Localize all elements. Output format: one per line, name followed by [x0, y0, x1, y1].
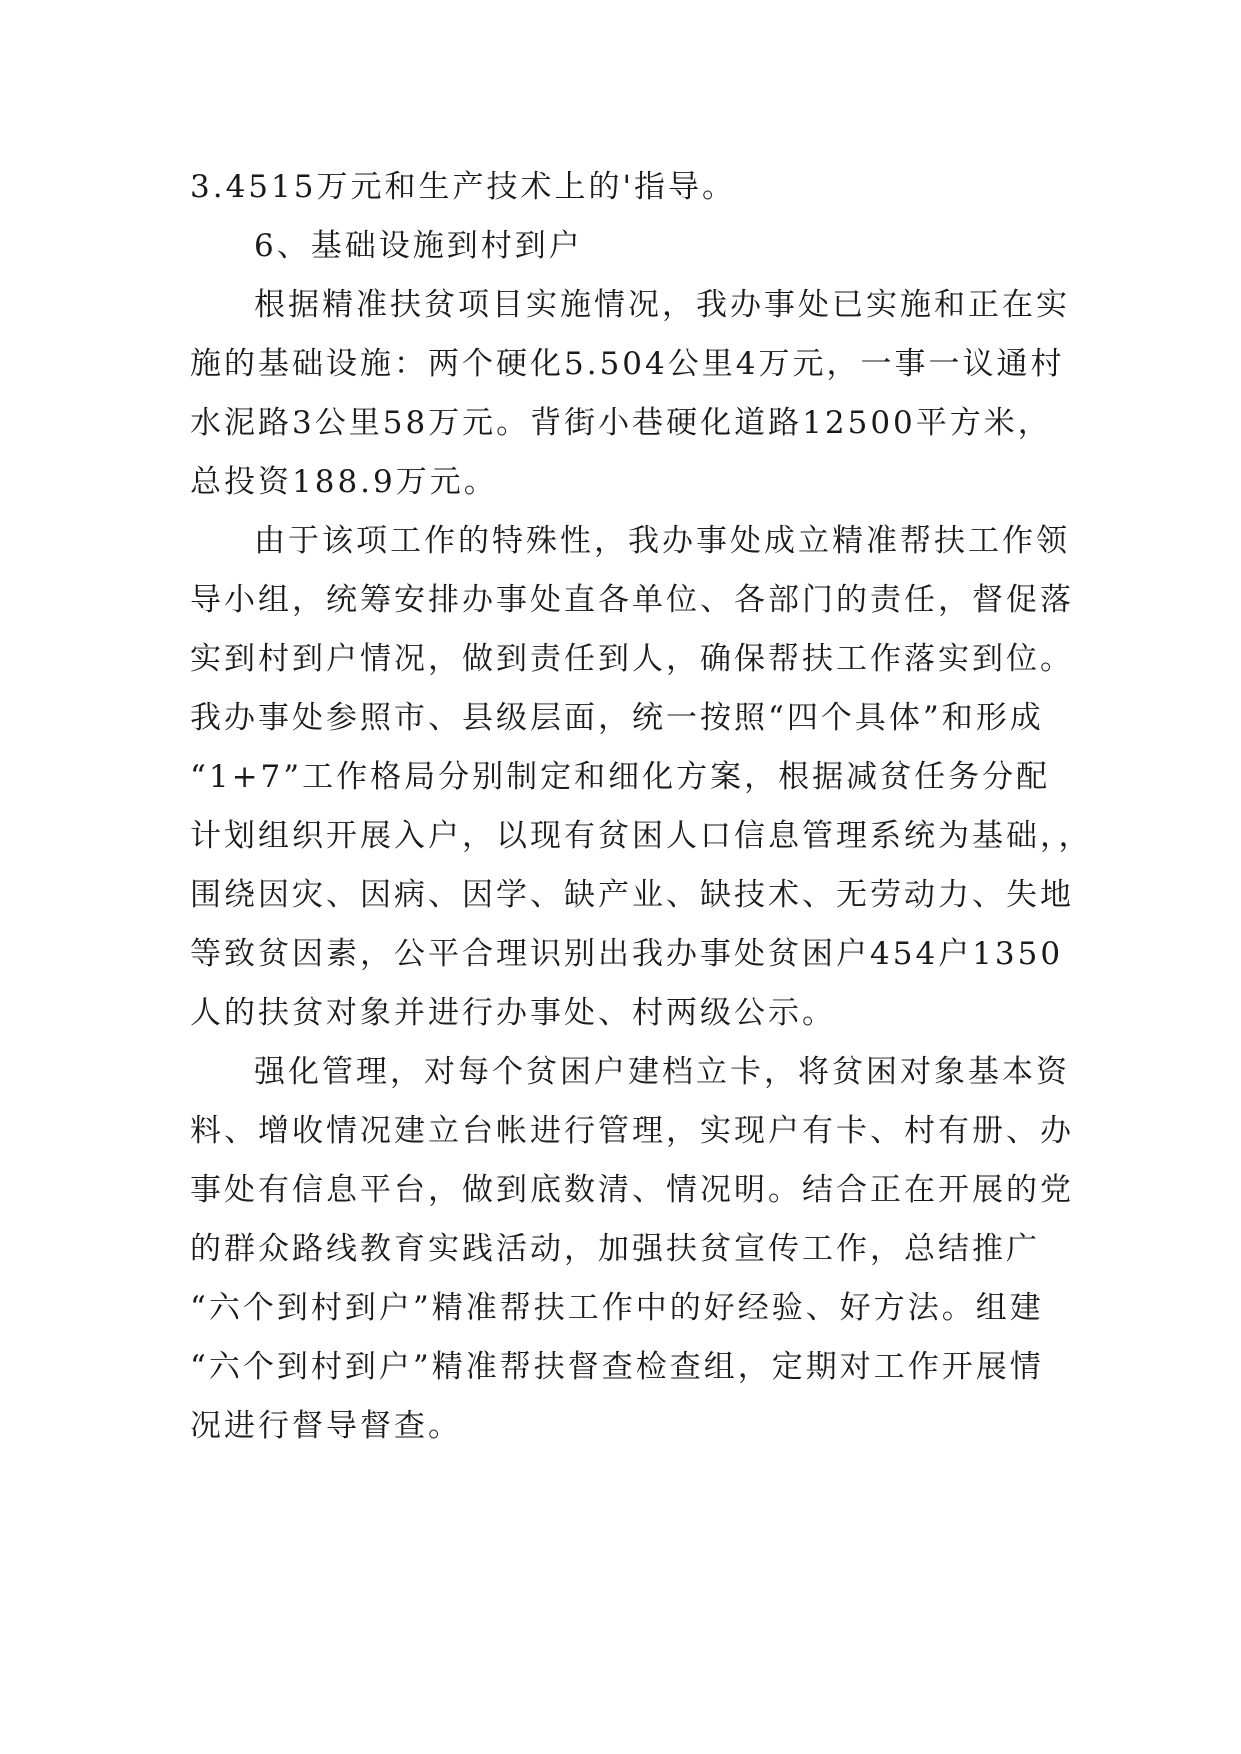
- text-line: 计划组织开展入户，以现有贫困人口信息管理系统为基础，，: [190, 818, 1093, 854]
- text-line: 根据精准扶贫项目实施情况，我办事处已实施和正在实: [254, 287, 1070, 323]
- text-line: 强化管理，对每个贫困户建档立卡，将贫困对象基本资: [254, 1054, 1070, 1090]
- text-line: 3.4515万元和生产技术上的'指导。: [190, 169, 736, 205]
- text-line: 实到村到户情况，做到责任到人，确保帮扶工作落实到位。: [190, 641, 1074, 677]
- text-line: 施的基础设施：两个硬化5.504公里4万元，一事一议通村: [190, 346, 1065, 382]
- text-line: 围绕因灾、因病、因学、缺产业、缺技术、无劳动力、失地: [190, 877, 1074, 913]
- text-line: 料、增收情况建立台帐进行管理，实现户有卡、村有册、办: [190, 1113, 1074, 1149]
- document-body: [190, 158, 1093, 1456]
- text-line: 我办事处参照市、县级层面，统一按照“四个具体”和形成: [190, 700, 1044, 736]
- text-line: 等致贫因素，公平合理识别出我办事处贫困户454户1350: [190, 936, 1064, 972]
- text-line: “1+7”工作格局分别制定和细化方案，根据减贫任务分配: [190, 759, 1051, 795]
- text-line: 的群众路线教育实践活动，加强扶贫宣传工作，总结推广: [190, 1231, 1040, 1267]
- text-line: “六个到村到户”精准帮扶工作中的好经验、好方法。组建: [190, 1290, 1044, 1326]
- text-line: 由于该项工作的特殊性，我办事处成立精准帮扶工作领: [254, 523, 1070, 559]
- text-line: 总投资188.9万元。: [190, 464, 498, 500]
- text-line: 事处有信息平台，做到底数清、情况明。结合正在开展的党: [190, 1172, 1074, 1208]
- text-line: 导小组，统筹安排办事处直各单位、各部门的责任，督促落: [190, 582, 1074, 618]
- text-line: “六个到村到户”精准帮扶督查检查组，定期对工作开展情: [190, 1349, 1044, 1385]
- text-line: 况进行督导督查。: [190, 1408, 462, 1444]
- section-heading: 6、基础设施到村到户: [254, 228, 583, 264]
- text-line: 水泥路3公里58万元。背街小巷硬化道路12500平方米，: [190, 405, 1052, 441]
- text-line: 人的扶贫对象并进行办事处、村两级公示。: [190, 995, 836, 1031]
